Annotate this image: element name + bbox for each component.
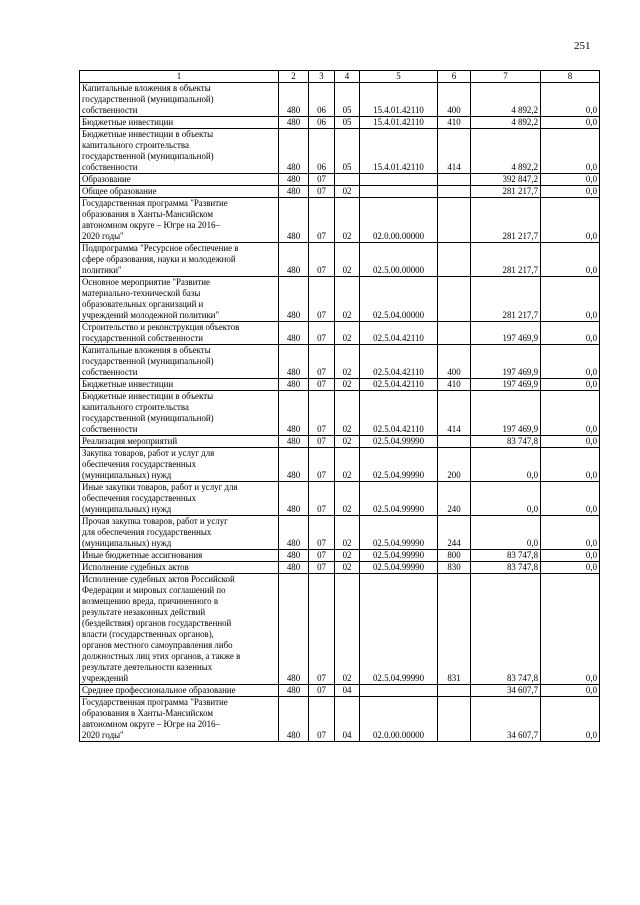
admin-code: 480	[279, 448, 309, 482]
table-row	[80, 322, 600, 345]
section-code: 07	[309, 345, 335, 379]
header-cell: 5	[360, 71, 438, 83]
table-row	[80, 562, 600, 574]
section-code: 07	[309, 550, 335, 562]
table-row	[80, 117, 600, 129]
expense-type-code	[438, 436, 471, 448]
admin-code: 480	[279, 685, 309, 697]
row-name: Иные бюджетные ассигнования	[80, 550, 279, 562]
target-article-code	[360, 174, 438, 186]
subsection-code: 05	[335, 117, 360, 129]
target-article-code: 02.0.00.00000	[360, 697, 438, 742]
admin-code: 480	[279, 697, 309, 742]
section-code: 07	[309, 436, 335, 448]
amount-change: 0,0	[541, 198, 600, 243]
row-name: Общее образование	[80, 186, 279, 198]
expense-type-code: 830	[438, 562, 471, 574]
subsection-code: 02	[335, 482, 360, 516]
admin-code: 480	[279, 83, 309, 117]
admin-code: 480	[279, 117, 309, 129]
target-article-code: 15.4.01.42110	[360, 129, 438, 174]
target-article-code: 02.5.04.99990	[360, 482, 438, 516]
subsection-code: 02	[335, 243, 360, 277]
target-article-code: 02.5.04.42110	[360, 345, 438, 379]
admin-code: 480	[279, 129, 309, 174]
admin-code: 480	[279, 379, 309, 391]
target-article-code: 02.5.04.00000	[360, 277, 438, 322]
header-cell: 3	[309, 71, 335, 83]
subsection-code	[335, 174, 360, 186]
expense-type-code: 410	[438, 379, 471, 391]
admin-code: 480	[279, 562, 309, 574]
table-row	[80, 685, 600, 697]
table-row	[80, 516, 600, 550]
row-name: Бюджетные инвестиции	[80, 117, 279, 129]
section-code: 07	[309, 516, 335, 550]
amount: 83 747,8	[471, 562, 541, 574]
subsection-code: 02	[335, 562, 360, 574]
expense-type-code: 400	[438, 345, 471, 379]
expense-type-code	[438, 174, 471, 186]
section-code: 07	[309, 482, 335, 516]
admin-code: 480	[279, 345, 309, 379]
section-code: 07	[309, 574, 335, 685]
expense-type-code	[438, 697, 471, 742]
admin-code: 480	[279, 322, 309, 345]
row-name: Прочая закупка товаров, работ и услуг для обеспечения государственных (муниципальных) нужд	[80, 516, 279, 550]
table-row	[80, 436, 600, 448]
section-code: 07	[309, 198, 335, 243]
expense-type-code	[438, 186, 471, 198]
amount: 281 217,7	[471, 198, 541, 243]
amount-change: 0,0	[541, 186, 600, 198]
subsection-code: 04	[335, 685, 360, 697]
section-code: 07	[309, 379, 335, 391]
row-name: Иные закупки товаров, работ и услуг для обеспечения государственных (муниципальных) нужд	[80, 482, 279, 516]
admin-code: 480	[279, 243, 309, 277]
admin-code: 480	[279, 482, 309, 516]
expense-type-code: 400	[438, 83, 471, 117]
amount-change: 0,0	[541, 448, 600, 482]
row-name: Исполнение судебных актов Российской Федерации и мировых соглашений по возмещению вреда, причиненного в результате незаконных действий (бездействия) органов государственной власти (государственных органов), органов местного самоуправления либо должностных лиц этих органов, а также в результате деятельности казенных учреждений	[80, 574, 279, 685]
table-row	[80, 448, 600, 482]
amount-change: 0,0	[541, 322, 600, 345]
row-name: Бюджетные инвестиции в объекты капитального строительства государственной (муниципальной) собственности	[80, 391, 279, 436]
amount-change: 0,0	[541, 482, 600, 516]
amount: 83 747,8	[471, 574, 541, 685]
expense-type-code: 800	[438, 550, 471, 562]
target-article-code: 02.5.04.99990	[360, 574, 438, 685]
section-code: 07	[309, 697, 335, 742]
admin-code: 480	[279, 574, 309, 685]
subsection-code: 05	[335, 129, 360, 174]
amount-change: 0,0	[541, 345, 600, 379]
admin-code: 480	[279, 174, 309, 186]
section-code: 07	[309, 685, 335, 697]
target-article-code: 02.0.00.00000	[360, 198, 438, 243]
section-code: 07	[309, 243, 335, 277]
expense-type-code	[438, 198, 471, 243]
amount: 197 469,9	[471, 345, 541, 379]
row-name: Подпрограмма "Ресурсное обеспечение в сфере образования, науки и молодежной политики"	[80, 243, 279, 277]
subsection-code: 02	[335, 550, 360, 562]
expense-type-code: 831	[438, 574, 471, 685]
amount-change: 0,0	[541, 550, 600, 562]
header-cell: 6	[438, 71, 471, 83]
target-article-code: 02.5.04.99990	[360, 562, 438, 574]
expense-type-code	[438, 322, 471, 345]
section-code: 07	[309, 277, 335, 322]
section-code: 07	[309, 186, 335, 198]
table-row	[80, 83, 600, 117]
amount-change: 0,0	[541, 516, 600, 550]
amount: 34 607,7	[471, 685, 541, 697]
header-cell: 2	[279, 71, 309, 83]
row-name: Строительство и реконструкция объектов государственной собственности	[80, 322, 279, 345]
row-name: Основное мероприятие "Развитие материально-технической базы образовательных организаций и учреждений молодежной политики"	[80, 277, 279, 322]
amount: 4 892,2	[471, 117, 541, 129]
admin-code: 480	[279, 198, 309, 243]
amount-change: 0,0	[541, 277, 600, 322]
amount: 197 469,9	[471, 379, 541, 391]
section-code: 06	[309, 129, 335, 174]
header-cell: 8	[541, 71, 600, 83]
amount: 4 892,2	[471, 83, 541, 117]
subsection-code: 02	[335, 277, 360, 322]
subsection-code: 02	[335, 322, 360, 345]
target-article-code: 02.5.04.42110	[360, 322, 438, 345]
amount: 197 469,9	[471, 391, 541, 436]
table-row	[80, 198, 600, 243]
budget-table	[79, 70, 600, 742]
expense-type-code: 414	[438, 391, 471, 436]
table-body	[80, 71, 600, 742]
amount-change: 0,0	[541, 83, 600, 117]
admin-code: 480	[279, 186, 309, 198]
admin-code: 480	[279, 516, 309, 550]
subsection-code: 02	[335, 448, 360, 482]
subsection-code: 02	[335, 198, 360, 243]
table-row	[80, 174, 600, 186]
subsection-code: 02	[335, 436, 360, 448]
amount-change: 0,0	[541, 379, 600, 391]
amount-change: 0,0	[541, 562, 600, 574]
amount: 83 747,8	[471, 550, 541, 562]
row-name: Государственная программа "Развитие образования в Ханты-Мансийском автономном округе – Югре на 2016– 2020 годы"	[80, 697, 279, 742]
admin-code: 480	[279, 391, 309, 436]
section-code: 07	[309, 448, 335, 482]
section-code: 07	[309, 322, 335, 345]
amount: 83 747,8	[471, 436, 541, 448]
target-article-code: 02.5.00.00000	[360, 243, 438, 277]
amount: 0,0	[471, 482, 541, 516]
expense-type-code	[438, 277, 471, 322]
amount-change: 0,0	[541, 574, 600, 685]
row-name: Исполнение судебных актов	[80, 562, 279, 574]
section-code: 07	[309, 562, 335, 574]
subsection-code: 05	[335, 83, 360, 117]
subsection-code: 02	[335, 345, 360, 379]
expense-type-code: 414	[438, 129, 471, 174]
header-cell: 1	[80, 71, 279, 83]
subsection-code: 04	[335, 697, 360, 742]
admin-code: 480	[279, 550, 309, 562]
subsection-code: 02	[335, 574, 360, 685]
table-row	[80, 574, 600, 685]
amount-change: 0,0	[541, 117, 600, 129]
expense-type-code: 410	[438, 117, 471, 129]
amount: 392 847,2	[471, 174, 541, 186]
amount-change: 0,0	[541, 174, 600, 186]
header-cell: 4	[335, 71, 360, 83]
subsection-code: 02	[335, 516, 360, 550]
target-article-code: 15.4.01.42110	[360, 83, 438, 117]
table-row	[80, 186, 600, 198]
target-article-code: 02.5.04.99990	[360, 436, 438, 448]
subsection-code: 02	[335, 379, 360, 391]
subsection-code: 02	[335, 186, 360, 198]
expense-type-code: 200	[438, 448, 471, 482]
row-name: Бюджетные инвестиции	[80, 379, 279, 391]
admin-code: 480	[279, 277, 309, 322]
row-name: Бюджетные инвестиции в объекты капитального строительства государственной (муниципальной) собственности	[80, 129, 279, 174]
section-code: 06	[309, 117, 335, 129]
expense-type-code	[438, 685, 471, 697]
table-header-row	[80, 71, 600, 83]
row-name: Капитальные вложения в объекты государственной (муниципальной) собственности	[80, 345, 279, 379]
amount: 34 607,7	[471, 697, 541, 742]
amount: 197 469,9	[471, 322, 541, 345]
table-row	[80, 550, 600, 562]
target-article-code: 02.5.04.42110	[360, 379, 438, 391]
row-name: Капитальные вложения в объекты государственной (муниципальной) собственности	[80, 83, 279, 117]
table-row	[80, 243, 600, 277]
admin-code: 480	[279, 436, 309, 448]
row-name: Закупка товаров, работ и услуг для обеспечения государственных (муниципальных) нужд	[80, 448, 279, 482]
amount-change: 0,0	[541, 436, 600, 448]
page-number: 251	[574, 40, 591, 52]
amount-change: 0,0	[541, 685, 600, 697]
amount: 281 217,7	[471, 243, 541, 277]
row-name: Среднее профессиональное образование	[80, 685, 279, 697]
amount: 0,0	[471, 448, 541, 482]
header-cell: 7	[471, 71, 541, 83]
section-code: 07	[309, 391, 335, 436]
target-article-code: 02.5.04.99990	[360, 448, 438, 482]
amount-change: 0,0	[541, 129, 600, 174]
row-name: Реализация мероприятий	[80, 436, 279, 448]
amount: 281 217,7	[471, 186, 541, 198]
table-row	[80, 697, 600, 742]
table-row	[80, 391, 600, 436]
target-article-code	[360, 685, 438, 697]
amount-change: 0,0	[541, 243, 600, 277]
amount-change: 0,0	[541, 697, 600, 742]
amount: 4 892,2	[471, 129, 541, 174]
target-article-code: 02.5.04.99990	[360, 550, 438, 562]
target-article-code	[360, 186, 438, 198]
table-row	[80, 482, 600, 516]
table-row	[80, 379, 600, 391]
amount: 0,0	[471, 516, 541, 550]
expense-type-code: 240	[438, 482, 471, 516]
section-code: 07	[309, 174, 335, 186]
table-row	[80, 345, 600, 379]
target-article-code: 02.5.04.42110	[360, 391, 438, 436]
amount-change: 0,0	[541, 391, 600, 436]
row-name: Государственная программа "Развитие образования в Ханты-Мансийском автономном округе – Югре на 2016– 2020 годы"	[80, 198, 279, 243]
expense-type-code	[438, 243, 471, 277]
target-article-code: 15.4.01.42110	[360, 117, 438, 129]
expense-type-code: 244	[438, 516, 471, 550]
subsection-code: 02	[335, 391, 360, 436]
row-name: Образование	[80, 174, 279, 186]
amount: 281 217,7	[471, 277, 541, 322]
table-row	[80, 129, 600, 174]
table-row	[80, 277, 600, 322]
target-article-code: 02.5.04.99990	[360, 516, 438, 550]
section-code: 06	[309, 83, 335, 117]
